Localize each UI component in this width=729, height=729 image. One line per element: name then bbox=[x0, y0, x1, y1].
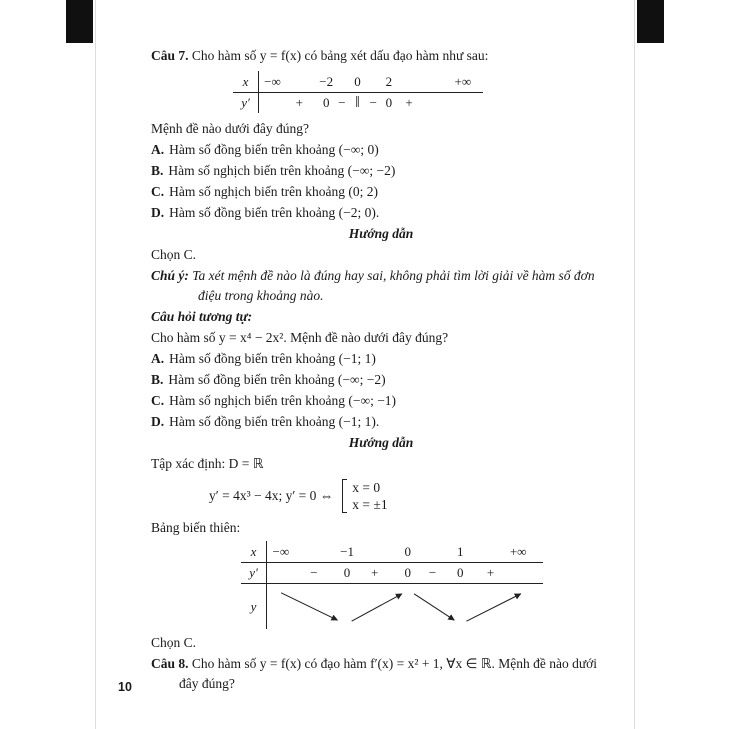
table-value: −2 bbox=[319, 73, 334, 89]
variation-table bbox=[241, 541, 543, 629]
cases-column bbox=[347, 479, 387, 513]
table-value: + bbox=[370, 565, 379, 580]
variation-arrows bbox=[267, 584, 543, 629]
similar-option-b-text: Hàm số đồng biến trên khoảng (−∞; −2) bbox=[168, 372, 386, 387]
option-d-letter: D. bbox=[151, 205, 165, 220]
similar-option-d-text: Hàm số đồng biến trên khoảng (−1; 1). bbox=[169, 414, 380, 429]
similar-option-c bbox=[151, 391, 611, 411]
bbt-x-row bbox=[241, 541, 543, 562]
similar-option-d-letter: D. bbox=[151, 414, 165, 429]
similar-option-a-letter: A. bbox=[151, 351, 165, 366]
table-value: 0 bbox=[404, 543, 411, 559]
table-value: 1 bbox=[456, 543, 464, 559]
table-value: + bbox=[295, 95, 303, 110]
derivative-expression: y′ = 4x³ − 4x; y′ = 0 ⇔ bbox=[209, 488, 334, 503]
option-b-text: Hàm số nghịch biến trên khoảng (−∞; −2) bbox=[168, 163, 396, 178]
undefined-double-bar: ‖ bbox=[355, 94, 360, 111]
table-value: +∞ bbox=[454, 73, 472, 89]
book-page bbox=[95, 0, 635, 729]
note-text: Ta xét mệnh đề nào là đúng hay sai, không phải tìm lời giải về hàm số đơn điệu trong khoảng nào. bbox=[188, 268, 595, 303]
option-c bbox=[151, 182, 611, 202]
page-number: 10 bbox=[118, 680, 132, 694]
scan-artifact-bar-right bbox=[637, 0, 664, 43]
table-value: +∞ bbox=[509, 543, 527, 559]
guide-heading: Hướng dẫn bbox=[348, 226, 414, 241]
table-value: + bbox=[405, 95, 413, 110]
bbt-x-cells bbox=[267, 541, 543, 562]
bbt-label: Bảng biến thiên: bbox=[151, 520, 241, 535]
note-label: Chú ý: bbox=[151, 268, 189, 283]
sign-table-yprime-row bbox=[233, 92, 483, 113]
bbt-yprime-label: y′ bbox=[241, 563, 267, 583]
guide-heading-2: Hướng dẫn bbox=[348, 435, 414, 450]
derivative-line bbox=[209, 477, 611, 515]
similar-option-c-text: Hàm số nghịch biến trên khoảng (−∞; −1) bbox=[169, 393, 397, 408]
question-8-text: Cho hàm số y = f(x) có đạo hàm f′(x) = x² + 1, ∀x ∈ ℝ. Mệnh đề nào dưới đây đúng? bbox=[179, 656, 598, 691]
option-b-letter: B. bbox=[151, 163, 164, 178]
table-value: − bbox=[310, 565, 318, 580]
question-7-heading bbox=[151, 46, 611, 66]
option-d bbox=[151, 203, 611, 223]
similar-option-b bbox=[151, 370, 611, 390]
page-content bbox=[151, 46, 611, 695]
sign-table-yprime-cells bbox=[259, 93, 483, 113]
option-a bbox=[151, 140, 611, 160]
bbt-y-row bbox=[241, 583, 543, 629]
similar-option-b-letter: B. bbox=[151, 372, 164, 387]
table-value: 0 bbox=[343, 565, 351, 580]
answer-line-2: Chọn C. bbox=[151, 635, 197, 650]
table-value: − bbox=[338, 95, 346, 110]
option-a-letter: A. bbox=[151, 142, 165, 157]
table-value: 2 bbox=[385, 73, 393, 89]
case-1: x = 0 bbox=[352, 480, 381, 495]
table-value: − bbox=[428, 565, 437, 580]
bbt-yprime-cells bbox=[267, 563, 543, 583]
option-b bbox=[151, 161, 611, 181]
table-value: −∞ bbox=[272, 543, 290, 559]
similar-option-c-letter: C. bbox=[151, 393, 165, 408]
similar-option-d bbox=[151, 412, 611, 432]
q7-question: Mệnh đề nào dưới đây đúng? bbox=[151, 121, 310, 136]
sign-table-x-cells bbox=[259, 71, 483, 92]
sign-table-x-label: x bbox=[233, 71, 259, 92]
option-c-letter: C. bbox=[151, 184, 165, 199]
table-value: −1 bbox=[340, 543, 354, 559]
note-paragraph bbox=[151, 266, 611, 306]
bbt-x-label: x bbox=[241, 541, 267, 562]
similar-option-a bbox=[151, 349, 611, 369]
option-d-text: Hàm số đồng biến trên khoảng (−2; 0). bbox=[169, 205, 380, 220]
similar-option-a-text: Hàm số đồng biến trên khoảng (−1; 1) bbox=[169, 351, 376, 366]
table-value: − bbox=[369, 95, 377, 110]
domain-line: Tập xác định: D = ℝ bbox=[151, 456, 264, 471]
table-value: 0 bbox=[404, 565, 411, 580]
table-value: 0 bbox=[354, 73, 361, 89]
table-value: + bbox=[486, 565, 495, 580]
q7-sign-table bbox=[233, 71, 483, 113]
bbt-y-label: y bbox=[241, 584, 267, 629]
bbt-y-cells bbox=[267, 584, 543, 629]
sign-table-yprime-label: y′ bbox=[233, 93, 259, 113]
sign-table-x-row bbox=[233, 71, 483, 92]
similar-question-label: Câu hỏi tương tự: bbox=[151, 309, 253, 324]
question-8-label: Câu 8. bbox=[151, 656, 189, 671]
table-value: 0 bbox=[456, 565, 464, 580]
bbt-yprime-row bbox=[241, 562, 543, 583]
answer-line: Chọn C. bbox=[151, 247, 197, 262]
solution-cases bbox=[342, 479, 387, 513]
question-8-heading bbox=[151, 654, 611, 694]
table-value: 0 bbox=[385, 95, 393, 110]
table-value: −∞ bbox=[264, 73, 281, 89]
option-a-text: Hàm số đồng biến trên khoảng (−∞; 0) bbox=[169, 142, 379, 157]
table-value: 0 bbox=[322, 95, 330, 110]
question-7-label: Câu 7. bbox=[151, 48, 189, 63]
question-7-intro: Cho hàm số y = f(x) có bảng xét dấu đạo hàm như sau: bbox=[191, 48, 489, 63]
option-c-text: Hàm số nghịch biến trên khoảng (0; 2) bbox=[169, 184, 378, 199]
scan-artifact-bar-left bbox=[66, 0, 93, 43]
case-2: x = ±1 bbox=[352, 497, 388, 512]
similar-question-intro: Cho hàm số y = x⁴ − 2x². Mệnh đề nào dưới đây đúng? bbox=[151, 330, 449, 345]
